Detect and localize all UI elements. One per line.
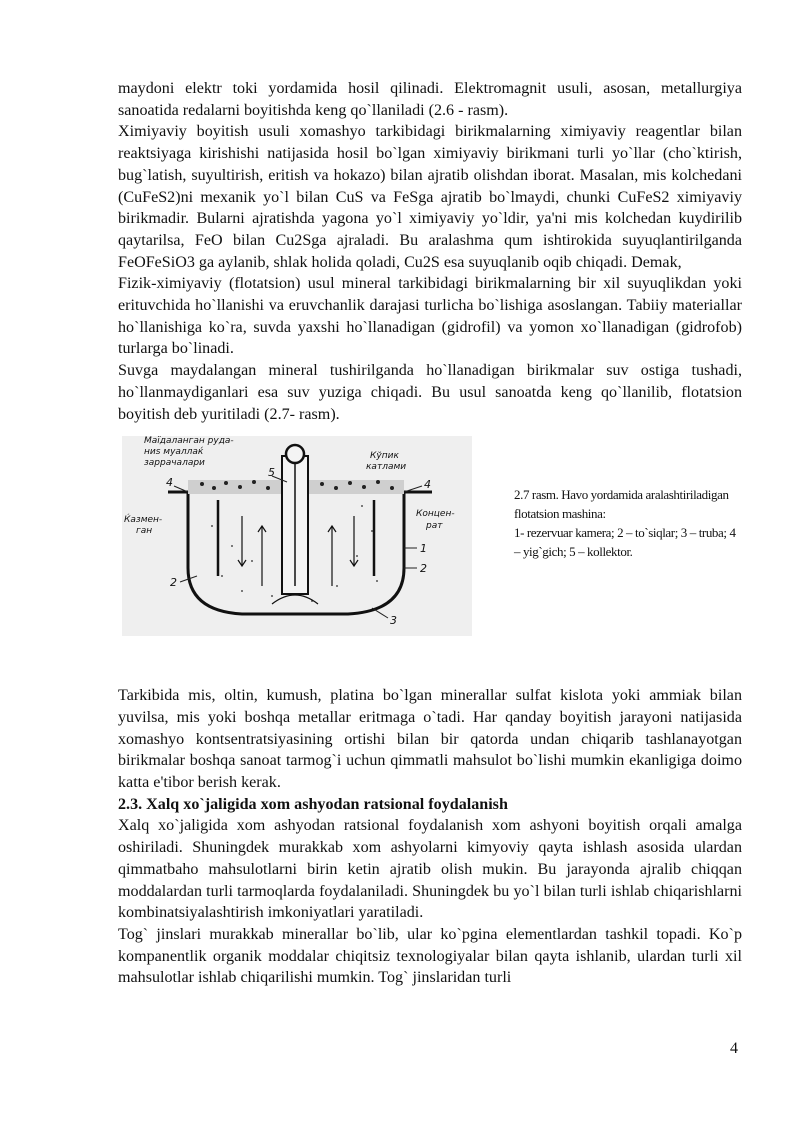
fig-number-4-left: 4 [166,476,173,490]
paragraph-chemical-enrichment: Ximiyaviy boyitish usuli xomashyo tarkibidagi birikmalarning ximiyaviy reagentlar bilan reaktsiyaga kirishishi natijasida hosil bo`lgan ximiyaviy birikmani turli yo`llar (cho`ktirish, bug`latish, suyultirish, eritish va hokazo) bilan ajratib olishdan iborat. Masalan, mis kolchedani (CuFeS2)ni mexanik yo`l bilan CuS va FeSga ajratib bo`lmaydi, chunki CuFeS2 ximiyaviy birikmadir. Bularni ajratishda yagona yo`l ximiyaviy yo`ldir, ya'ni mis kolchedan kuydirilib qaytarilsa, FeO bilan Cu2Sga ajraladi. Bu aralashma qum ishtirokida suyuqlantirilganda FeOFeSiO3 ga aylanib, shlak holida qoladi, Cu2S esa suyuqlanib oqib chiqadi. Demak, [118,123,742,271]
figure-caption [514,485,744,561]
fig-label-left-line2: ган [136,526,153,537]
fig-number-2-left: 2 [170,576,177,590]
page-body [118,78,742,989]
section-heading: 2.3. Xalq xo`jaligida xom ashyodan ratsional foydalanish [118,795,508,813]
caption-items: 1- rezervuar kamera; 2 – to`siqlar; 3 – truba; 4 – yig`gich; 5 – kollektor. [514,525,736,560]
paragraph-rational-use: Xalq xo`jaligida xom ashyodan ratsional foydalanish xom ashyoni boyitish orqali amalga oshiriladi. Shuningdek murakkab xom ashyolarni kimyoviy qayta ishlash asosida ulardan qimmatbaho mahsulotlarni birin ketin ajratib olish mukin. Bu jarayonda ajralib chiqqan moddalardan turli tarmoqlarda foydalaniladi. Shuningdek bu yo`l bilan turli ishlab chiqarishlarni kombinatsiyalashtirish imkoniyatlari yaratiladi. [118,817,742,922]
fig-number-2-right: 2 [420,562,427,576]
caption-title: 2.7 rasm. Havo yordamida aralashtiriladigan flotatsion mashina: [514,487,729,522]
fig-number-4-right: 4 [424,478,431,492]
paragraph-rocks: Tog` jinslari murakkab minerallar bo`lib, ular ko`pgina elementlardan tashkil topadi. Ko`p kompanentlik organik moddalar chiqitsiz texnologiyalar bilan qayta ishlanib, ulardan turli xil mahsulotlar ishlab chiqarilishi mumkin. Tog` jinslaridan turli [118,925,742,987]
figure-row [118,432,742,668]
fig-label-concentrate-line1: Концен- [416,509,455,520]
page-number: 4 [730,1040,738,1057]
paragraph-leaching: Tarkibida mis, oltin, kumush, platina bo`lgan minerallar sulfat kislota yoki ammiak bilan yuvilsa, mis yoki boshqa metallar eritmaga o`tadi. Har qanday boyitish jarayoni natijasida xomashyo kontsentratsiyasining ortishi bilan bir qatorda undan chiqarib tashlanayotgan birikmalar boshqa sanoat tarmog`i uchun qimmatli mahsulot bo`lishi mumkin ekanligiga doimo katta e'tibor berish kerak. [118,687,742,792]
paragraph-flotation-method: Fizik-ximiyaviy (flotatsion) usul mineral tarkibidagi birikmalarning bir xil suyuqlikdan yoki erituvchida ho`llanishi va eruvchanlik darajasi turlicha bo`lishiga asoslangan. Tabiiy materiallar ho`llanishiga ko`ra, suvda yaxshi ho`llanadigan (gidrofil) va yomon xo`llanadigan (gidrofob) turlarga bo`linadi. [118,275,742,358]
fig-number-1: 1 [420,542,427,556]
fig-label-foam-line2: катлами [366,462,407,473]
fig-label-ore-line3: заррачалари [144,458,205,469]
fig-label-ore-line1: Маїдаланган руда- [144,436,234,447]
fig-number-3: 3 [390,614,397,628]
fig-number-5: 5 [268,466,275,480]
fig-label-ore-line2: ниѕ муаллаќ [144,447,204,458]
paragraph-electromagnetic: maydoni elektr toki yordamida hosil qilinadi. Elektromagnit usuli, asosan, metallurgiya sanoatida redalarni boyitishda keng qo`llaniladi (2.6 - rasm). [118,80,742,119]
fig-label-concentrate-line2: рат [426,521,443,532]
flotation-machine-figure [122,436,472,636]
fig-label-left-line1: Ќазмен- [124,515,163,526]
fig-label-foam-line1: Кўпик [370,451,399,462]
paragraph-flotation-process: Suvga maydalangan mineral tushirilganda ho`llanadigan birikmalar suv ostiga tushadi, ho`llanmaydiganlari esa suv yuziga chiqadi. Bu usul sanoatda keng qo`llanilib, flotatsion boyitish deb yuritiladi (2.7- rasm). [118,362,742,423]
